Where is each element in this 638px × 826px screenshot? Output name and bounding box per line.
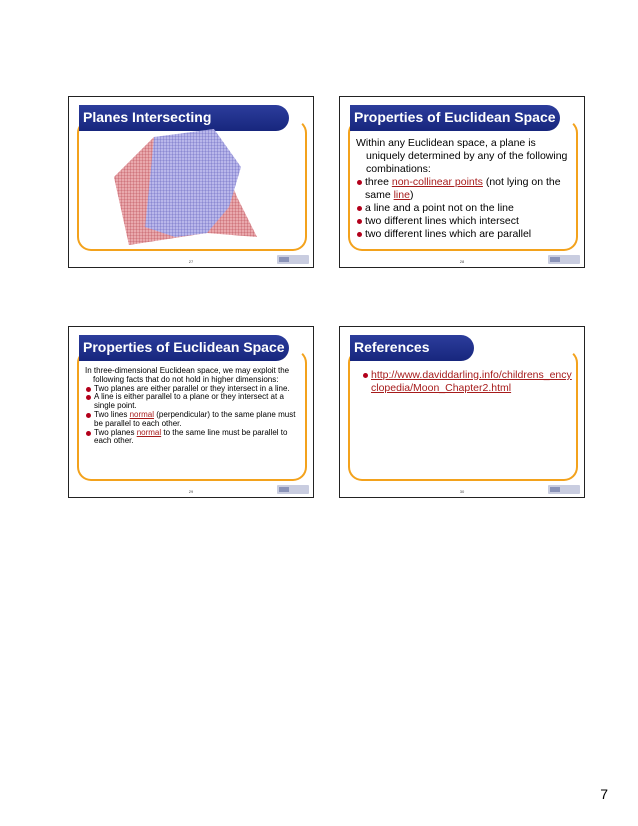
intersecting-planes-image <box>109 127 269 252</box>
list-item <box>362 369 574 395</box>
logo <box>277 485 309 494</box>
list-item <box>85 411 297 429</box>
text: Two planes <box>94 427 137 437</box>
logo <box>277 255 309 264</box>
slide-title: References <box>354 339 430 355</box>
list-item: two different lines which intersect <box>356 215 568 228</box>
page-number: 7 <box>600 786 608 802</box>
list-item: A line is either parallel to a plane or they intersect at a single point. <box>85 393 297 411</box>
text: Two lines <box>94 409 130 419</box>
link-non-collinear-points[interactable]: non-collinear points <box>391 176 483 188</box>
slide-body <box>356 137 568 241</box>
logo <box>548 255 580 264</box>
text: (not lying on the same <box>365 176 561 201</box>
title-bar <box>79 335 289 361</box>
text: (perpendicular) to the same plane must be parallel to each other. <box>94 409 296 428</box>
text: three <box>365 176 392 188</box>
slide-title: Properties of Euclidean Space <box>354 109 556 125</box>
slide-number: 30 <box>459 489 465 494</box>
list-item <box>356 176 568 202</box>
link-line[interactable]: line <box>393 189 410 201</box>
link-normal[interactable]: normal <box>129 409 155 419</box>
slide-number: 28 <box>459 259 465 264</box>
list-item: a line and a point not on the line <box>356 202 568 215</box>
intro-text: In three-dimensional Euclidean space, we may exploit the following facts that do not hold in higher dimensions: <box>85 366 290 384</box>
text: ) <box>409 189 414 201</box>
bullet-list <box>85 385 297 447</box>
slide-body <box>362 369 574 395</box>
text: to the same line must be parallel to each other. <box>94 427 288 446</box>
slide-30 <box>339 326 585 498</box>
slide-title: Properties of Euclidean Space <box>83 339 285 355</box>
intro-text: Within any Euclidean space, a plane is uniquely determined by any of the following combinations: <box>356 137 568 175</box>
slide-body <box>85 367 297 446</box>
list-item: two different lines which are parallel <box>356 228 568 241</box>
slide-title: Planes Intersecting <box>83 109 212 125</box>
reference-link[interactable]: http://www.daviddarling.info/childrens_encyclopedia/Moon_Chapter2.html <box>371 369 572 394</box>
slide-28 <box>339 96 585 268</box>
slide-29 <box>68 326 314 498</box>
bullet-list <box>362 369 574 395</box>
title-bar <box>350 105 560 131</box>
slide-number: 29 <box>188 489 194 494</box>
title-bar <box>350 335 474 361</box>
slide-27 <box>68 96 314 268</box>
list-item: Two planes are either parallel or they intersect in a line. <box>85 385 297 394</box>
list-item <box>85 429 297 447</box>
logo <box>548 485 580 494</box>
slide-number: 27 <box>188 259 194 264</box>
bullet-list <box>356 176 568 241</box>
link-normal[interactable]: normal <box>136 427 162 437</box>
